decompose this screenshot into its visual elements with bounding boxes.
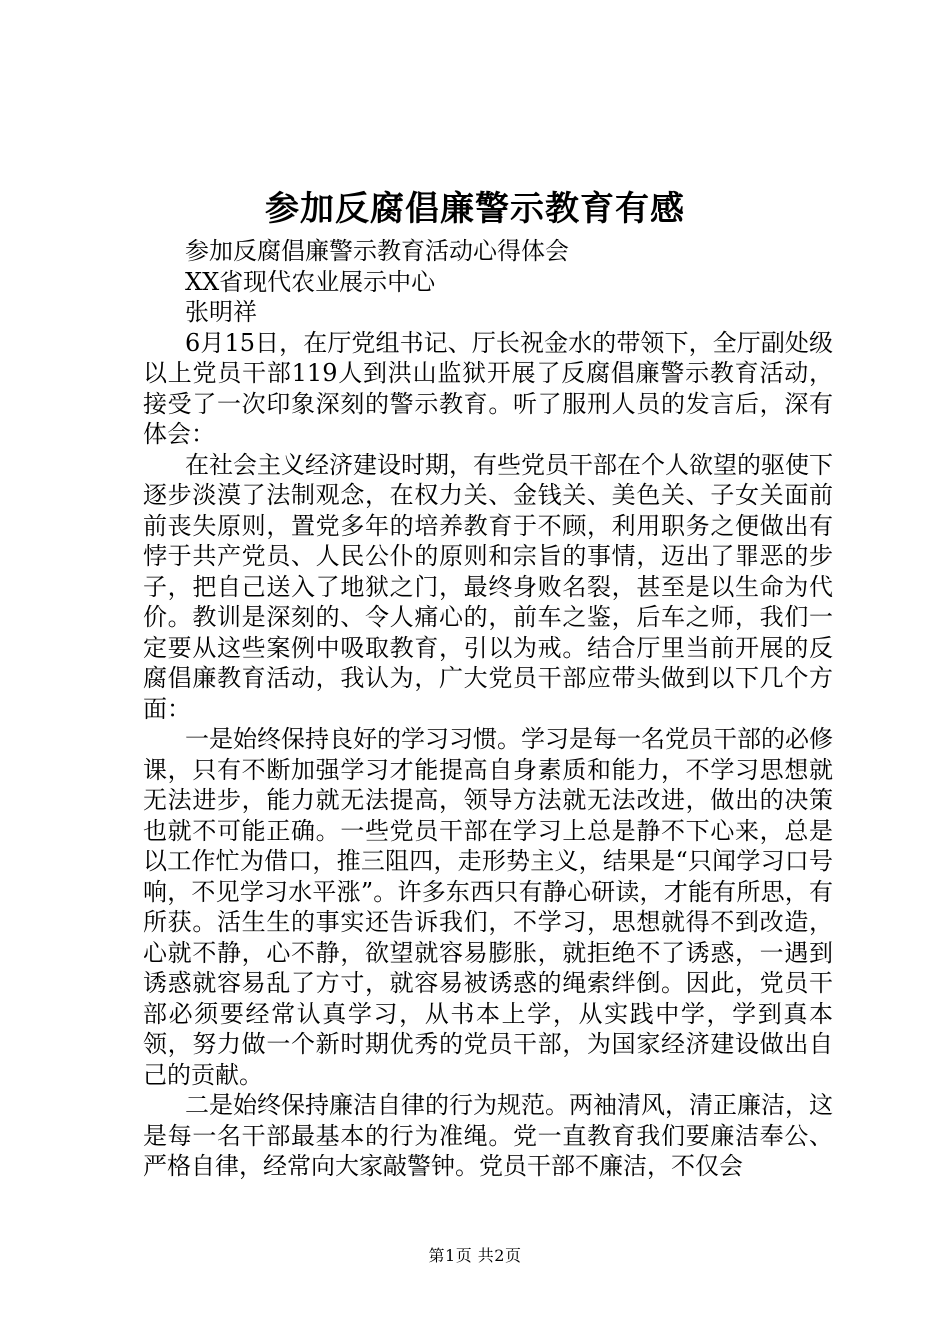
document-author: 张明祥 (185, 298, 257, 326)
paragraph-point-two: 二是始终保持廉洁自律的行为规范。两袖清风，清正廉洁，这是每一名干部最基本的行为准绳。党一直教育我们要廉洁奉公、严格自律，经常向大家敲警钟。党员干部不廉洁，不仅会 (143, 1091, 833, 1180)
paragraph-background: 在社会主义经济建设时期，有些党员干部在个人欲望的驱使下逐步淡漠了法制观念，在权力关、金钱关、美色关、子女关面前前丧失原则，置党多年的培养教育于不顾，利用职务之便做出有悖于共产党员、人民公仆的原则和宗旨的事情，迈出了罪恶的步子，把自己送入了地狱之门，最终身败名裂，甚至是以生命为代价。教训是深刻的、令人痛心的，前车之鉴，后车之师，我们一定要从这些案例中吸取教育，引以为戒。结合厅里当前开展的反腐倡廉教育活动，我认为，广大党员干部应带头做到以下几个方面： (143, 450, 833, 723)
document-title: 参加反腐倡廉警示教育有感 (265, 189, 685, 229)
document-body (143, 236, 833, 1182)
document-subtitle: 参加反腐倡廉警示教育活动心得体会 (185, 237, 569, 265)
page-footer: 第1页 共2页 (428, 1246, 522, 1265)
document-organization: XX省现代农业展示中心 (185, 267, 436, 296)
paragraph-intro: 6月15日，在厅党组书记、厅长祝金水的带领下，全厅副处级以上党员干部119人到洪山监狱开展了反腐倡廉警示教育活动，接受了一次印象深刻的警示教育。听了服刑人员的发言后，深有体会： (143, 328, 833, 448)
paragraph-point-one: 一是始终保持良好的学习习惯。学习是每一名党员干部的必修课，只有不断加强学习才能提高自身素质和能力，不学习思想就无法进步，能力就无法提高，领导方法就无法改进，做出的决策也就不可能正确。一些党员干部在学习上总是静不下心来，总是以工作忙为借口，推三阻四，走形势主义，结果是“只闻学习口号响，不见学习水平涨”。许多东西只有静心研读，才能有所思，有所获。活生生的事实还告诉我们，不学习，思想就得不到改造，心就不静，心不静，欲望就容易膨胀，就拒绝不了诱惑，一遇到诱惑就容易乱了方寸，就容易被诱惑的绳索绊倒。因此，党员干部必须要经常认真学习，从书本上学，从实践中学，学到真本领，努力做一个新时期优秀的党员干部，为国家经济建设做出自己的贡献。 (143, 725, 833, 1089)
